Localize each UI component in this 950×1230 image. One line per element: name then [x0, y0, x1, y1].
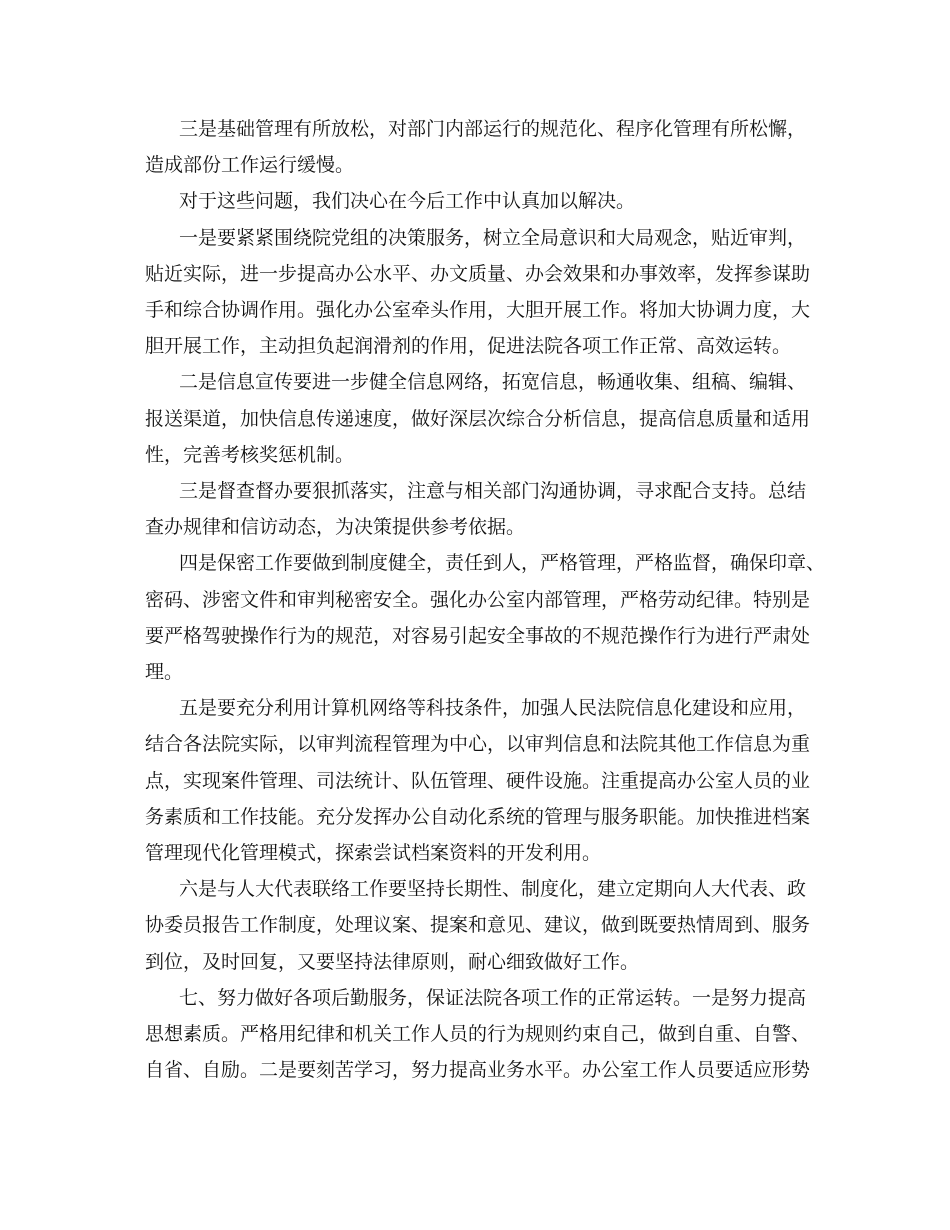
text-line: 管理现代化管理模式，探索尝试档案资料的开发利用。: [145, 842, 602, 865]
paragraph: [145, 220, 815, 365]
paragraph: [145, 183, 815, 219]
text-line: 到位，及时回复，又要坚持法律原则，耐心细致做好工作。: [145, 950, 640, 973]
text-line: 手和综合协调作用。强化办公室牵头作用，大胆开展工作。将加大协调力度，大: [145, 299, 811, 322]
text-line: 协委员报告工作制度，处理议案、提案和意见、建议，做到既要热情周到、服务: [145, 914, 811, 937]
text-line: 二是信息宣传要进一步健全信息网络，拓宽信息，畅通收集、组稿、编辑、: [179, 371, 807, 394]
text-line: 查办规律和信访动态，为决策提供参考依据。: [145, 516, 526, 539]
paragraph: [145, 980, 815, 1089]
text-line: 一是要紧紧围绕院党组的决策服务，树立全局意识和大局观念，贴近审判，: [179, 226, 807, 249]
paragraph: [145, 690, 815, 871]
text-line: 理。: [145, 661, 184, 684]
text-line: 结合各法院实际，以审判流程管理为中心，以审判信息和法院其他工作信息为重: [145, 733, 811, 756]
text-line: 四是保密工作要做到制度健全，责任到人，严格管理，严格监督，确保印章、: [179, 552, 826, 575]
paragraph: [145, 545, 826, 690]
text-line: 三是督查督办要狠抓落实，注意与相关部门沟通协调，寻求配合支持。总结: [179, 480, 807, 503]
paragraph: [145, 364, 815, 473]
text-line: 自省、自励。二是要刻苦学习，努力提高业务水平。办公室工作人员要适应形势: [145, 1059, 811, 1082]
document-body: [145, 111, 826, 1088]
text-line: 六是与人大代表联络工作要坚持长期性、制度化，建立定期向人大代表、政: [179, 878, 807, 901]
text-line: 点，实现案件管理、司法统计、队伍管理、硬件设施。注重提高办公室人员的业: [145, 769, 811, 792]
text-line: 要严格驾驶操作行为的规范，对容易引起安全事故的不规范操作行为进行严肃处: [145, 624, 811, 647]
paragraph: [145, 473, 815, 545]
paragraph: [145, 111, 815, 183]
text-line: 对于这些问题，我们决心在今后工作中认真加以解决。: [179, 190, 636, 213]
text-line: 报送渠道，加快信息传递速度，做好深层次综合分析信息，提高信息质量和适用: [145, 407, 811, 430]
text-line: 七、努力做好各项后勤服务，保证法院各项工作的正常运转。一是努力提高: [179, 986, 807, 1009]
text-line: 务素质和工作技能。充分发挥办公自动化系统的管理与服务职能。加快推进档案: [145, 805, 811, 828]
text-line: 贴近实际，进一步提高办公水平、办文质量、办会效果和办事效率，发挥参谋助: [145, 262, 811, 285]
text-line: 造成部份工作运行缓慢。: [145, 154, 355, 177]
text-line: 思想素质。严格用纪律和机关工作人员的行为规则约束自己，做到自重、自警、: [145, 1023, 811, 1046]
text-line: 胆开展工作，主动担负起润滑剂的作用，促进法院各项工作正常、高效运转。: [145, 335, 792, 358]
text-line: 五是要充分利用计算机网络等科技条件，加强人民法院信息化建设和应用，: [179, 697, 807, 720]
text-line: 三是基础管理有所放松，对部门内部运行的规范化、程序化管理有所松懈，: [179, 118, 807, 140]
text-line: 性，完善考核奖惩机制。: [145, 443, 355, 466]
paragraph: [145, 871, 815, 980]
text-line: 密码、涉密文件和审判秘密安全。强化办公室内部管理，严格劳动纪律。特别是: [145, 588, 811, 611]
